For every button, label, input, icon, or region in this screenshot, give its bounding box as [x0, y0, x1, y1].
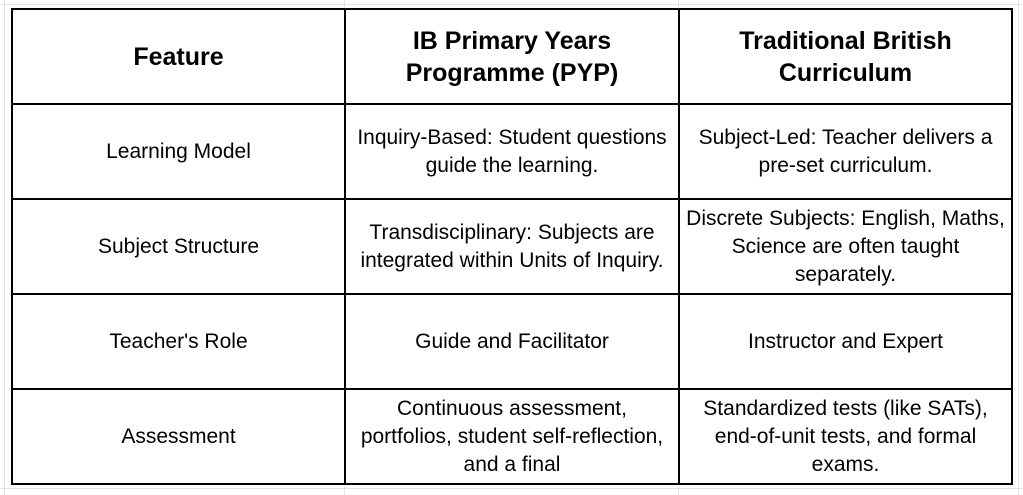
- table-row: [12, 389, 1012, 484]
- cell-feature[interactable]: Teacher's Role: [12, 294, 345, 389]
- cell-feature[interactable]: Learning Model: [12, 104, 345, 199]
- cell-pyp[interactable]: Inquiry-Based: Student questions guide the learning.: [345, 104, 679, 199]
- cell-pyp[interactable]: [345, 389, 679, 484]
- table-row: [12, 199, 1012, 294]
- header-ib-pyp[interactable]: IB Primary Years Programme (PYP): [345, 9, 679, 104]
- cell-feature[interactable]: Subject Structure: [12, 199, 345, 294]
- cell-british[interactable]: Subject-Led: Teacher delivers a pre-set curriculum.: [679, 104, 1012, 199]
- header-row: [12, 9, 1012, 104]
- table-row: [12, 294, 1012, 389]
- table-row: [12, 104, 1012, 199]
- comparison-table: [11, 8, 1013, 485]
- header-feature[interactable]: Feature: [12, 9, 345, 104]
- cell-feature[interactable]: Assessment: [12, 389, 345, 484]
- cell-british[interactable]: Instructor and Expert: [679, 294, 1012, 389]
- header-british-curriculum[interactable]: Traditional British Curriculum: [679, 9, 1012, 104]
- cell-british[interactable]: Discrete Subjects: English, Maths, Science are often taught separately.: [679, 199, 1012, 294]
- cell-british[interactable]: Standardized tests (like SATs), end-of-unit tests, and formal exams.: [679, 389, 1012, 484]
- cell-pyp[interactable]: Transdisciplinary: Subjects are integrated within Units of Inquiry.: [345, 199, 679, 294]
- cell-pyp[interactable]: Guide and Facilitator: [345, 294, 679, 389]
- cell-pyp-text: Continuous assessment, portfolios, student self-reflection, and a final: [360, 396, 664, 476]
